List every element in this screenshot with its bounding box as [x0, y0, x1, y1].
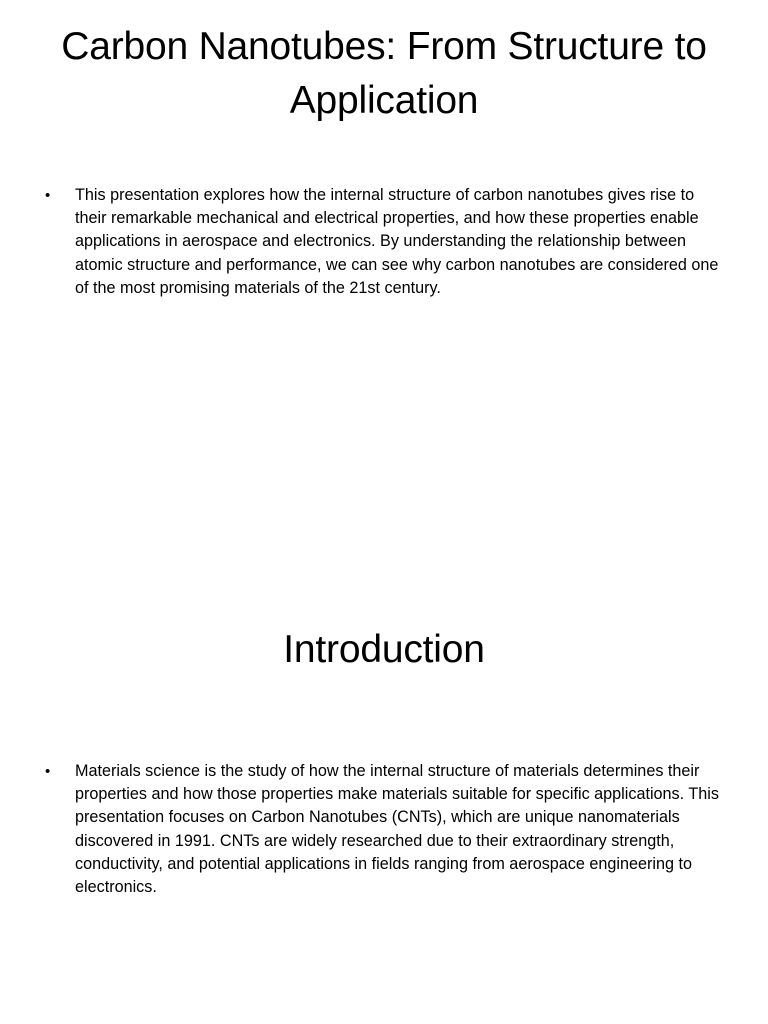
bullet-text: This presentation explores how the internal structure of carbon nanotubes gives rise to their remarkable mechanical and electrical properties, and how these properties enable applications in aerospace and electronics. By understanding the relationship between atomic structure and performance, we can see why carbon nanotubes are considered one of the most promising materials of the 21st century.: [75, 186, 719, 297]
bullet-item: [40, 184, 730, 300]
bullet-list: [40, 760, 730, 899]
slide-title: Carbon Nanotubes: From Structure to Application: [61, 25, 707, 122]
slide-title: Introduction: [283, 628, 485, 671]
bullet-icon: •: [45, 187, 51, 204]
slide-2: [0, 576, 768, 1024]
bullet-icon: •: [45, 763, 51, 780]
bullet-text: Materials science is the study of how the internal structure of materials determines their properties and how those properties make materials suitable for specific applications. This presentation focuses on Carbon Nanotubes (CNTs), which are unique nanomaterials discovered in 1991. CNTs are widely researched due to their extraordinary strength, conductivity, and potential applications in fields ranging from aerospace engineering to electronics.: [75, 762, 719, 897]
bullet-item: [40, 760, 730, 899]
bullet-list: [40, 184, 730, 300]
